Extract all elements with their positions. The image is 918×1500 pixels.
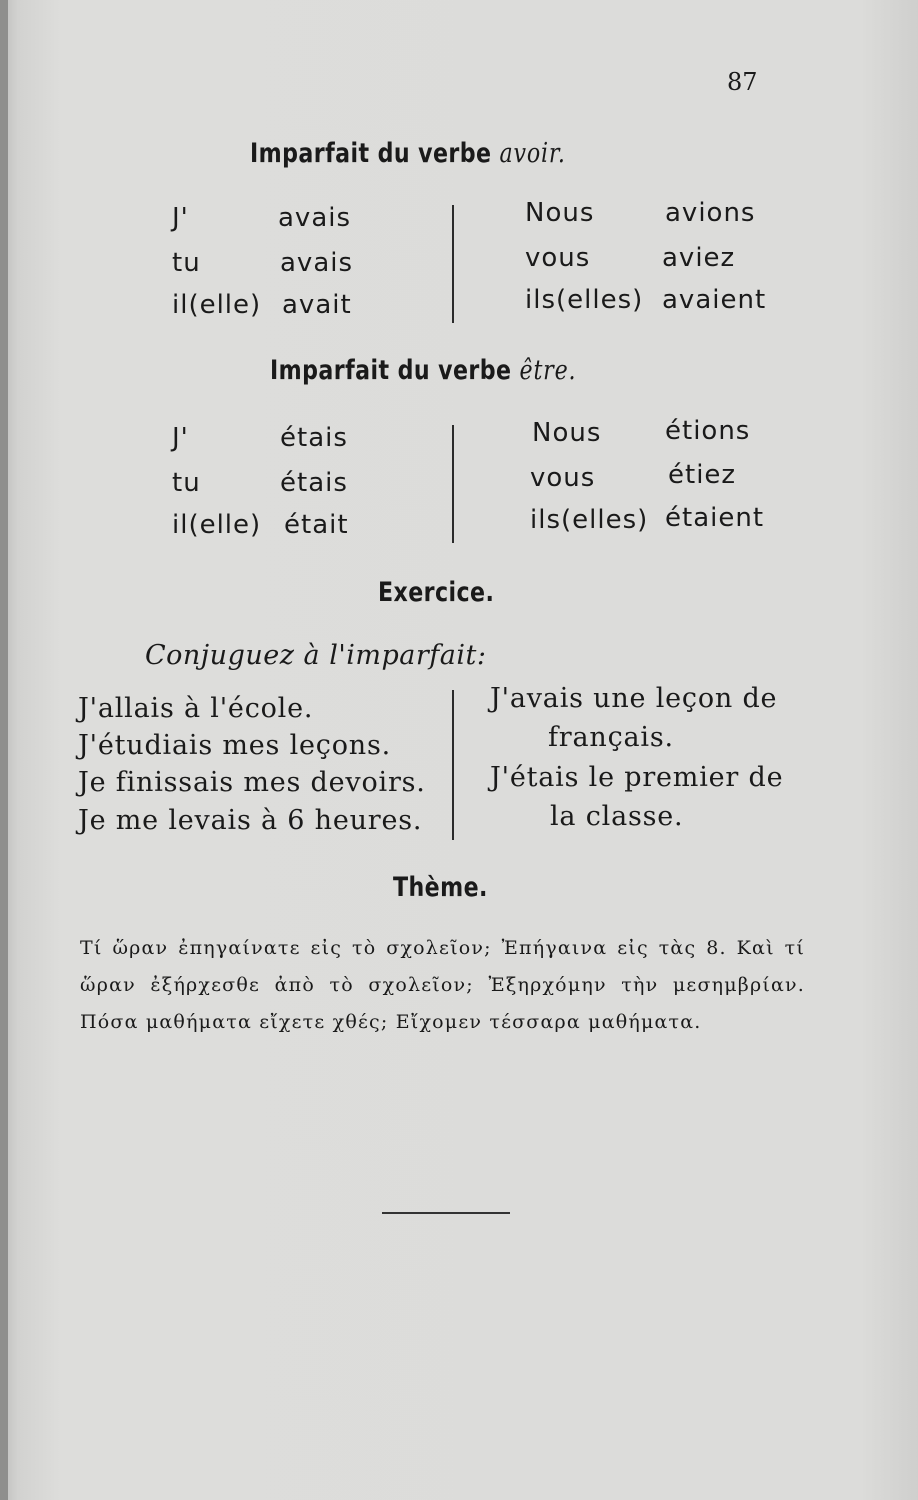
avoir-right-form-2: aviez xyxy=(662,243,736,273)
etre-right-pronoun-2: vous xyxy=(530,463,596,493)
heading-avoir-prefix: Imparfait du verbe xyxy=(250,138,492,169)
avoir-left-form-1: avais xyxy=(278,203,352,233)
etre-divider xyxy=(452,425,454,543)
heading-etre xyxy=(270,355,576,386)
exercise-instruction: Conjuguez à l'imparfait: xyxy=(145,640,487,671)
avoir-left-pronoun-1: J' xyxy=(172,203,189,233)
exercise-left-line-3: Je finissais mes devoirs. xyxy=(78,767,426,798)
avoir-divider xyxy=(452,205,454,323)
etre-left-form-3: était xyxy=(284,510,349,540)
avoir-right-pronoun-3: ils(elles) xyxy=(525,285,644,315)
exercise-right-line-3: J'étais le premier de xyxy=(490,762,784,793)
exercise-right-line-1: J'avais une leçon de xyxy=(490,683,778,714)
etre-left-form-2: étais xyxy=(280,468,348,498)
etre-left-pronoun-2: tu xyxy=(172,468,201,498)
avoir-left-pronoun-2: tu xyxy=(172,248,201,278)
heading-avoir xyxy=(250,138,566,169)
closing-rule xyxy=(382,1212,510,1214)
avoir-right-form-1: avions xyxy=(665,198,756,228)
avoir-left-form-2: avais xyxy=(280,248,354,278)
avoir-right-pronoun-1: Nous xyxy=(525,198,595,228)
heading-etre-verb: être. xyxy=(519,355,577,386)
exercise-left-line-1: J'allais à l'école. xyxy=(78,693,314,724)
exercise-left-line-2: J'étudiais mes leçons. xyxy=(78,730,391,761)
avoir-right-pronoun-2: vous xyxy=(525,243,591,273)
etre-right-form-3: étaient xyxy=(665,503,765,533)
theme-greek-text: Τί ὥραν ἐπηγαίνατε εἰς τὸ σχολεῖον; Ἐπήγαινα εἰς τὰς 8. Καὶ τί ὥραν ἐξήρχεσθε ἀπὸ τὸ σχολεῖον; Ἐξηρχόμην τὴν μεσημβρίαν. Πόσα μαθήματα εἴχετε χθές; Εἴχομεν τέσσαρα μαθήματα. xyxy=(80,937,805,1033)
etre-left-pronoun-1: J' xyxy=(172,423,189,453)
etre-right-form-2: étiez xyxy=(668,460,737,490)
etre-right-pronoun-1: Nous xyxy=(532,418,602,448)
etre-right-form-1: étions xyxy=(665,416,751,446)
page-spine xyxy=(0,0,8,1500)
heading-exercice: Exercice. xyxy=(378,577,495,608)
heading-etre-prefix: Imparfait du verbe xyxy=(270,355,512,386)
avoir-left-pronoun-3: il(elle) xyxy=(172,290,262,320)
avoir-right-form-3: avaient xyxy=(662,285,767,315)
etre-left-pronoun-3: il(elle) xyxy=(172,510,262,540)
etre-right-pronoun-3: ils(elles) xyxy=(530,505,649,535)
exercise-left-line-4: Je me levais à 6 heures. xyxy=(78,805,423,836)
heading-theme: Thème. xyxy=(393,872,488,903)
exercise-divider xyxy=(452,690,454,840)
avoir-left-form-3: avait xyxy=(282,290,352,320)
heading-avoir-verb: avoir. xyxy=(499,138,566,169)
page-number: 87 xyxy=(727,68,758,96)
etre-left-form-1: étais xyxy=(280,423,348,453)
exercise-right-line-2: français. xyxy=(548,722,674,753)
exercise-right-line-4: la classe. xyxy=(550,801,684,832)
